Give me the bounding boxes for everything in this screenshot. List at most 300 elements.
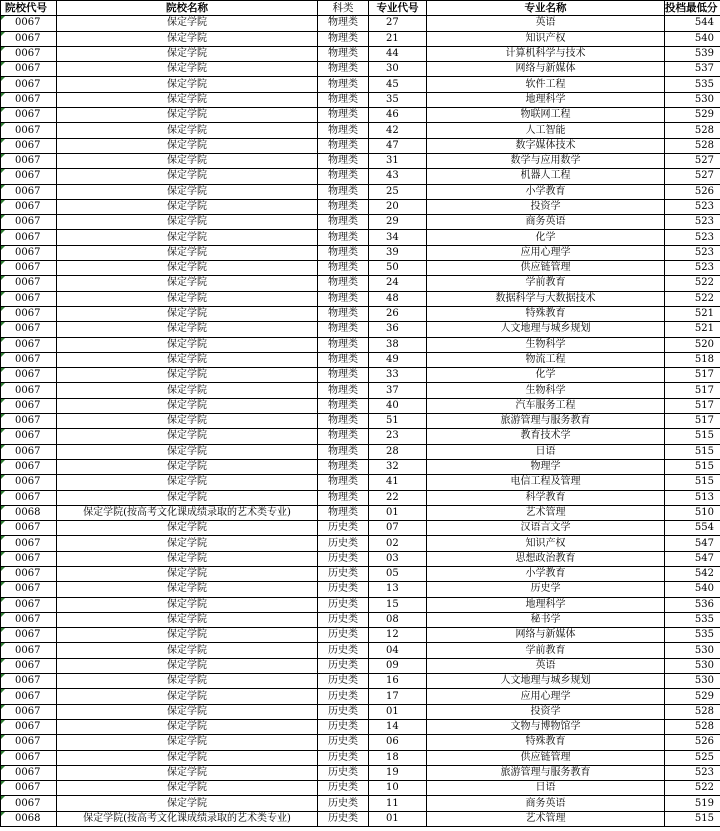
major-name-cell: 化学 (427, 368, 665, 383)
min-score-cell: 537 (665, 62, 720, 77)
major-code-cell: 26 (369, 306, 427, 321)
school-code-cell: 0067 (1, 398, 57, 413)
category-cell: 物理类 (318, 276, 369, 291)
major-name-cell: 地理科学 (427, 92, 665, 107)
major-name-cell: 旅游管理与服务教育 (427, 414, 665, 429)
min-score-cell: 510 (665, 505, 720, 520)
major-code-cell: 01 (369, 811, 427, 826)
school-code-cell: 0067 (1, 490, 57, 505)
min-score-cell: 527 (665, 169, 720, 184)
major-code-cell: 45 (369, 77, 427, 92)
table-row (1, 337, 720, 352)
min-score-cell: 519 (665, 796, 720, 811)
major-code-cell: 16 (369, 674, 427, 689)
category-cell: 物理类 (318, 475, 369, 490)
min-score-cell: 517 (665, 398, 720, 413)
major-name-cell: 文物与博物馆学 (427, 719, 665, 734)
major-name-cell: 小学教育 (427, 566, 665, 581)
min-score-cell: 517 (665, 383, 720, 398)
major-code-cell: 51 (369, 414, 427, 429)
min-score-cell: 535 (665, 77, 720, 92)
major-code-cell: 25 (369, 184, 427, 199)
school-code-cell: 0067 (1, 92, 57, 107)
category-cell: 物理类 (318, 459, 369, 474)
table-row (1, 704, 720, 719)
min-score-cell: 529 (665, 108, 720, 123)
header-category: 科类 (318, 1, 369, 16)
major-name-cell: 机器人工程 (427, 169, 665, 184)
table-row (1, 92, 720, 107)
school-name-cell: 保定学院 (57, 414, 318, 429)
major-code-cell: 32 (369, 459, 427, 474)
min-score-cell: 554 (665, 521, 720, 536)
table-row (1, 153, 720, 168)
major-code-cell: 44 (369, 46, 427, 61)
school-code-cell: 0067 (1, 230, 57, 245)
min-score-cell: 515 (665, 429, 720, 444)
min-score-cell: 515 (665, 444, 720, 459)
school-code-cell: 0067 (1, 169, 57, 184)
table-row (1, 291, 720, 306)
table-row (1, 398, 720, 413)
school-code-cell: 0067 (1, 184, 57, 199)
school-code-cell: 0067 (1, 352, 57, 367)
min-score-cell: 525 (665, 750, 720, 765)
min-score-cell: 542 (665, 566, 720, 581)
school-code-cell: 0067 (1, 750, 57, 765)
school-name-cell: 保定学院 (57, 322, 318, 337)
major-code-cell: 47 (369, 138, 427, 153)
major-name-cell: 学前教育 (427, 643, 665, 658)
table-row (1, 536, 720, 551)
school-name-cell: 保定学院 (57, 475, 318, 490)
major-name-cell: 英语 (427, 16, 665, 31)
major-name-cell: 电信工程及管理 (427, 475, 665, 490)
major-code-cell: 24 (369, 276, 427, 291)
major-code-cell: 08 (369, 612, 427, 627)
table-row (1, 735, 720, 750)
table-row (1, 368, 720, 383)
min-score-cell: 535 (665, 628, 720, 643)
min-score-cell: 513 (665, 490, 720, 505)
table-row (1, 750, 720, 765)
min-score-cell: 522 (665, 781, 720, 796)
major-name-cell: 日语 (427, 781, 665, 796)
table-row (1, 306, 720, 321)
school-name-cell: 保定学院 (57, 291, 318, 306)
min-score-cell: 521 (665, 306, 720, 321)
school-name-cell: 保定学院 (57, 459, 318, 474)
major-name-cell: 物联网工程 (427, 108, 665, 123)
school-name-cell: 保定学院 (57, 199, 318, 214)
school-code-cell: 0067 (1, 31, 57, 46)
category-cell: 物理类 (318, 215, 369, 230)
major-name-cell: 日语 (427, 444, 665, 459)
category-cell: 历史类 (318, 811, 369, 826)
school-name-cell: 保定学院 (57, 765, 318, 780)
school-name-cell: 保定学院 (57, 735, 318, 750)
school-name-cell: 保定学院 (57, 230, 318, 245)
major-code-cell: 07 (369, 521, 427, 536)
major-code-cell: 42 (369, 123, 427, 138)
major-code-cell: 10 (369, 781, 427, 796)
category-cell: 历史类 (318, 597, 369, 612)
major-name-cell: 数学与应用数学 (427, 153, 665, 168)
min-score-cell: 530 (665, 643, 720, 658)
header-school-name: 院校名称 (57, 1, 318, 16)
school-code-cell: 0068 (1, 811, 57, 826)
major-name-cell: 特殊教育 (427, 306, 665, 321)
school-code-cell: 0067 (1, 536, 57, 551)
category-cell: 历史类 (318, 551, 369, 566)
category-cell: 物理类 (318, 184, 369, 199)
table-row (1, 811, 720, 826)
major-name-cell: 特殊教育 (427, 735, 665, 750)
category-cell: 物理类 (318, 16, 369, 31)
major-code-cell: 31 (369, 153, 427, 168)
major-code-cell: 49 (369, 352, 427, 367)
major-name-cell: 计算机科学与技术 (427, 46, 665, 61)
table-row (1, 199, 720, 214)
major-name-cell: 化学 (427, 230, 665, 245)
major-name-cell: 生物科学 (427, 383, 665, 398)
school-code-cell: 0067 (1, 796, 57, 811)
major-code-cell: 27 (369, 16, 427, 31)
table-row (1, 597, 720, 612)
school-code-cell: 0067 (1, 459, 57, 474)
major-code-cell: 01 (369, 505, 427, 520)
category-cell: 物理类 (318, 46, 369, 61)
major-name-cell: 供应链管理 (427, 750, 665, 765)
major-name-cell: 投资学 (427, 199, 665, 214)
min-score-cell: 523 (665, 199, 720, 214)
category-cell: 物理类 (318, 138, 369, 153)
school-code-cell: 0067 (1, 429, 57, 444)
school-name-cell: 保定学院 (57, 337, 318, 352)
min-score-cell: 547 (665, 551, 720, 566)
school-code-cell: 0067 (1, 368, 57, 383)
min-score-cell: 530 (665, 674, 720, 689)
min-score-cell: 528 (665, 704, 720, 719)
school-code-cell: 0067 (1, 276, 57, 291)
table-row (1, 414, 720, 429)
major-code-cell: 34 (369, 230, 427, 245)
min-score-cell: 523 (665, 230, 720, 245)
major-code-cell: 46 (369, 108, 427, 123)
school-name-cell: 保定学院 (57, 368, 318, 383)
table-row (1, 352, 720, 367)
category-cell: 物理类 (318, 490, 369, 505)
school-code-cell: 0067 (1, 215, 57, 230)
school-name-cell: 保定学院 (57, 184, 318, 199)
category-cell: 历史类 (318, 536, 369, 551)
major-code-cell: 30 (369, 62, 427, 77)
major-name-cell: 商务英语 (427, 796, 665, 811)
major-code-cell: 12 (369, 628, 427, 643)
min-score-cell: 523 (665, 245, 720, 260)
major-code-cell: 04 (369, 643, 427, 658)
min-score-cell: 526 (665, 735, 720, 750)
major-code-cell: 50 (369, 261, 427, 276)
table-row (1, 689, 720, 704)
major-name-cell: 网络与新媒体 (427, 62, 665, 77)
school-code-cell: 0067 (1, 704, 57, 719)
major-code-cell: 35 (369, 92, 427, 107)
table-row (1, 612, 720, 627)
table-row (1, 77, 720, 92)
major-name-cell: 应用心理学 (427, 245, 665, 260)
major-name-cell: 科学教育 (427, 490, 665, 505)
category-cell: 物理类 (318, 62, 369, 77)
school-name-cell: 保定学院 (57, 108, 318, 123)
major-code-cell: 03 (369, 551, 427, 566)
school-name-cell: 保定学院 (57, 92, 318, 107)
category-cell: 历史类 (318, 521, 369, 536)
major-name-cell: 学前教育 (427, 276, 665, 291)
category-cell: 物理类 (318, 368, 369, 383)
major-name-cell: 知识产权 (427, 31, 665, 46)
table-row (1, 46, 720, 61)
major-code-cell: 11 (369, 796, 427, 811)
table-row (1, 276, 720, 291)
table-row (1, 31, 720, 46)
min-score-cell: 515 (665, 811, 720, 826)
major-code-cell: 19 (369, 765, 427, 780)
table-row (1, 230, 720, 245)
table-body (1, 16, 720, 827)
school-name-cell: 保定学院 (57, 16, 318, 31)
min-score-cell: 522 (665, 276, 720, 291)
category-cell: 历史类 (318, 781, 369, 796)
school-code-cell: 0067 (1, 781, 57, 796)
table-row (1, 475, 720, 490)
school-code-cell: 0067 (1, 475, 57, 490)
school-name-cell: 保定学院 (57, 521, 318, 536)
major-code-cell: 13 (369, 582, 427, 597)
category-cell: 物理类 (318, 31, 369, 46)
min-score-cell: 527 (665, 153, 720, 168)
category-cell: 历史类 (318, 658, 369, 673)
major-name-cell: 人工智能 (427, 123, 665, 138)
min-score-cell: 547 (665, 536, 720, 551)
major-name-cell: 应用心理学 (427, 689, 665, 704)
min-score-cell: 540 (665, 31, 720, 46)
category-cell: 历史类 (318, 704, 369, 719)
major-name-cell: 教育技术学 (427, 429, 665, 444)
school-code-cell: 0067 (1, 628, 57, 643)
min-score-cell: 529 (665, 689, 720, 704)
major-code-cell: 28 (369, 444, 427, 459)
school-code-cell: 0067 (1, 597, 57, 612)
min-score-cell: 523 (665, 261, 720, 276)
school-code-cell: 0067 (1, 444, 57, 459)
major-code-cell: 14 (369, 719, 427, 734)
category-cell: 物理类 (318, 291, 369, 306)
table-row (1, 643, 720, 658)
school-name-cell: 保定学院 (57, 77, 318, 92)
major-code-cell: 39 (369, 245, 427, 260)
school-name-cell: 保定学院 (57, 153, 318, 168)
category-cell: 历史类 (318, 750, 369, 765)
school-name-cell: 保定学院 (57, 674, 318, 689)
major-code-cell: 23 (369, 429, 427, 444)
min-score-cell: 517 (665, 414, 720, 429)
min-score-cell: 536 (665, 597, 720, 612)
table-row (1, 169, 720, 184)
table-row (1, 658, 720, 673)
major-name-cell: 软件工程 (427, 77, 665, 92)
table-row (1, 184, 720, 199)
school-code-cell: 0067 (1, 521, 57, 536)
min-score-cell: 522 (665, 291, 720, 306)
school-code-cell: 0067 (1, 46, 57, 61)
table-row (1, 582, 720, 597)
category-cell: 物理类 (318, 230, 369, 245)
min-score-cell: 526 (665, 184, 720, 199)
major-code-cell: 21 (369, 31, 427, 46)
major-name-cell: 人文地理与城乡规划 (427, 322, 665, 337)
category-cell: 物理类 (318, 337, 369, 352)
category-cell: 历史类 (318, 796, 369, 811)
category-cell: 物理类 (318, 306, 369, 321)
table-row (1, 674, 720, 689)
school-name-cell: 保定学院 (57, 306, 318, 321)
major-name-cell: 投资学 (427, 704, 665, 719)
major-name-cell: 旅游管理与服务教育 (427, 765, 665, 780)
school-code-cell: 0067 (1, 765, 57, 780)
major-code-cell: 17 (369, 689, 427, 704)
major-name-cell: 小学教育 (427, 184, 665, 199)
min-score-cell: 518 (665, 352, 720, 367)
school-name-cell: 保定学院 (57, 796, 318, 811)
category-cell: 物理类 (318, 77, 369, 92)
school-name-cell: 保定学院 (57, 138, 318, 153)
school-name-cell: 保定学院 (57, 597, 318, 612)
school-name-cell: 保定学院 (57, 689, 318, 704)
school-name-cell: 保定学院 (57, 62, 318, 77)
category-cell: 物理类 (318, 261, 369, 276)
table-row (1, 719, 720, 734)
school-code-cell: 0067 (1, 245, 57, 260)
min-score-cell: 523 (665, 215, 720, 230)
table-row (1, 62, 720, 77)
category-cell: 历史类 (318, 674, 369, 689)
major-name-cell: 网络与新媒体 (427, 628, 665, 643)
major-name-cell: 物理学 (427, 459, 665, 474)
header-major-code: 专业代号 (369, 1, 427, 16)
category-cell: 历史类 (318, 735, 369, 750)
min-score-cell: 528 (665, 123, 720, 138)
category-cell: 物理类 (318, 153, 369, 168)
major-code-cell: 05 (369, 566, 427, 581)
table-row (1, 322, 720, 337)
school-name-cell: 保定学院 (57, 46, 318, 61)
category-cell: 物理类 (318, 429, 369, 444)
school-code-cell: 0067 (1, 582, 57, 597)
major-name-cell: 数字媒体技术 (427, 138, 665, 153)
category-cell: 物理类 (318, 322, 369, 337)
school-name-cell: 保定学院 (57, 658, 318, 673)
school-name-cell: 保定学院 (57, 704, 318, 719)
table-row (1, 551, 720, 566)
category-cell: 历史类 (318, 689, 369, 704)
school-name-cell: 保定学院 (57, 31, 318, 46)
school-name-cell: 保定学院 (57, 566, 318, 581)
major-name-cell: 供应链管理 (427, 261, 665, 276)
category-cell: 物理类 (318, 444, 369, 459)
school-name-cell: 保定学院 (57, 245, 318, 260)
table-row (1, 123, 720, 138)
major-name-cell: 艺术管理 (427, 811, 665, 826)
major-code-cell: 22 (369, 490, 427, 505)
min-score-cell: 528 (665, 138, 720, 153)
school-name-cell: 保定学院 (57, 352, 318, 367)
table-row (1, 444, 720, 459)
school-code-cell: 0067 (1, 566, 57, 581)
major-code-cell: 02 (369, 536, 427, 551)
school-name-cell: 保定学院 (57, 444, 318, 459)
min-score-cell: 517 (665, 368, 720, 383)
category-cell: 物理类 (318, 398, 369, 413)
category-cell: 历史类 (318, 719, 369, 734)
major-name-cell: 汉语言文学 (427, 521, 665, 536)
category-cell: 历史类 (318, 643, 369, 658)
school-name-cell: 保定学院 (57, 169, 318, 184)
category-cell: 物理类 (318, 414, 369, 429)
school-code-cell: 0067 (1, 414, 57, 429)
school-name-cell: 保定学院 (57, 215, 318, 230)
category-cell: 物理类 (318, 123, 369, 138)
major-name-cell: 知识产权 (427, 536, 665, 551)
school-name-cell: 保定学院 (57, 536, 318, 551)
major-code-cell: 40 (369, 398, 427, 413)
major-code-cell: 41 (369, 475, 427, 490)
table-row (1, 781, 720, 796)
school-code-cell: 0068 (1, 505, 57, 520)
school-code-cell: 0067 (1, 138, 57, 153)
category-cell: 物理类 (318, 383, 369, 398)
category-cell: 物理类 (318, 505, 369, 520)
school-name-cell: 保定学院 (57, 750, 318, 765)
header-school-code: 院校代号 (1, 1, 57, 16)
min-score-cell: 535 (665, 612, 720, 627)
major-name-cell: 商务英语 (427, 215, 665, 230)
table-row (1, 138, 720, 153)
table-row (1, 108, 720, 123)
major-code-cell: 37 (369, 383, 427, 398)
category-cell: 历史类 (318, 628, 369, 643)
table-row (1, 628, 720, 643)
major-name-cell: 汽车服务工程 (427, 398, 665, 413)
major-code-cell: 36 (369, 322, 427, 337)
major-name-cell: 秘书学 (427, 612, 665, 627)
major-code-cell: 43 (369, 169, 427, 184)
school-code-cell: 0067 (1, 719, 57, 734)
min-score-cell: 521 (665, 322, 720, 337)
category-cell: 物理类 (318, 199, 369, 214)
school-name-cell: 保定学院 (57, 123, 318, 138)
major-name-cell: 思想政治教育 (427, 551, 665, 566)
school-code-cell: 0067 (1, 108, 57, 123)
school-code-cell: 0067 (1, 199, 57, 214)
category-cell: 历史类 (318, 612, 369, 627)
table-row (1, 765, 720, 780)
min-score-cell: 530 (665, 92, 720, 107)
school-code-cell: 0067 (1, 322, 57, 337)
table-row (1, 383, 720, 398)
table-row (1, 796, 720, 811)
school-name-cell: 保定学院 (57, 383, 318, 398)
